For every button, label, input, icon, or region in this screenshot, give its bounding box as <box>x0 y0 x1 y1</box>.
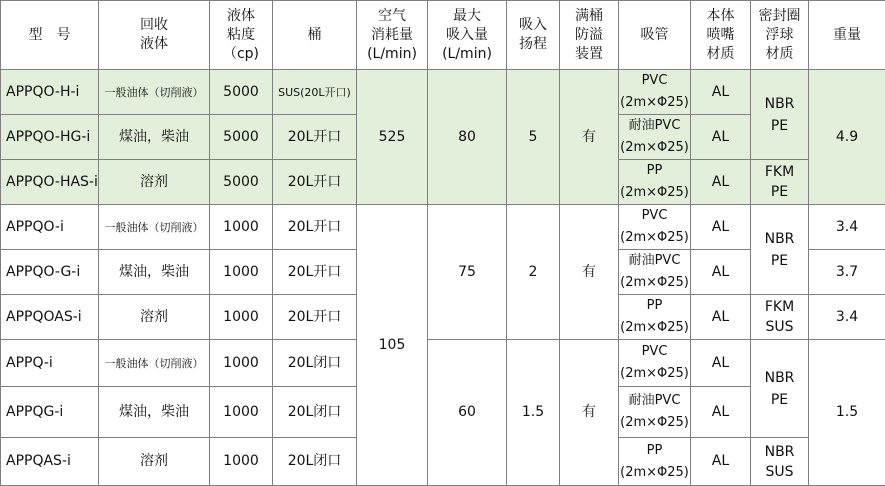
pipe-cell <box>619 115 691 160</box>
weight-cell: 1.5 <box>809 340 885 486</box>
nozzle-cell: AL <box>691 205 751 250</box>
liquid-cell: 煤油，柴油 <box>99 387 210 438</box>
pipe-material: PP <box>619 295 690 317</box>
model-cell: APPQO-G-i <box>1 250 99 295</box>
viscosity-cell: 5000 <box>210 115 273 160</box>
nozzle-cell: AL <box>691 340 751 387</box>
bucket-cell: 20L闭口 <box>273 387 357 438</box>
pipe-material: PVC <box>619 205 690 227</box>
seal-cell: FKM SUS <box>751 295 809 340</box>
pipe-cell <box>619 70 691 115</box>
model-cell: APPQO-HAS-i <box>1 160 99 205</box>
pipe-cell <box>619 160 691 205</box>
seal-cell: FKM PE <box>751 160 809 205</box>
liquid-cell: 煤油，柴油 <box>99 250 210 295</box>
header-air: 空气 消耗量 (L/min) <box>357 1 428 70</box>
nozzle-cell: AL <box>691 387 751 438</box>
bucket-cell: 20L开口 <box>273 250 357 295</box>
weight-cell: 3.4 <box>809 295 885 340</box>
header-seal: 密封圈 浮球 材质 <box>751 1 809 70</box>
viscosity-cell: 5000 <box>210 160 273 205</box>
pipe-material: 耐油PVC <box>619 390 690 412</box>
pipe-size: (2m×Φ25) <box>619 412 690 434</box>
pipe-cell <box>619 295 691 340</box>
nozzle-cell: AL <box>691 438 751 486</box>
air-cell: 105 <box>357 205 428 486</box>
header-nozzle: 本体 喷嘴 材质 <box>691 1 751 70</box>
model-cell: APPQAS-i <box>1 438 99 486</box>
pipe-cell <box>619 387 691 438</box>
weight-cell: 3.4 <box>809 205 885 250</box>
model-cell: APPQG-i <box>1 387 99 438</box>
header-overflow: 满桶 防溢 装置 <box>560 1 619 70</box>
model-cell: APPQO-i <box>1 205 99 250</box>
pipe-material: PP <box>619 440 690 462</box>
table-row <box>1 70 885 115</box>
overflow-cell: 有 <box>560 340 619 486</box>
bucket-cell: 20L开口 <box>273 160 357 205</box>
pipe-size: (2m×Φ25) <box>619 363 690 385</box>
header-weight: 重量 <box>809 1 885 70</box>
pipe-cell <box>619 340 691 387</box>
header-pipe: 吸管 <box>619 1 691 70</box>
seal-cell: NBR PE <box>751 340 809 438</box>
bucket-cell: 20L闭口 <box>273 340 357 387</box>
viscosity-cell: 1000 <box>210 295 273 340</box>
pipe-size: (2m×Φ25) <box>619 272 690 294</box>
pipe-material: 耐油PVC <box>619 115 690 137</box>
header-model: 型 号 <box>1 1 99 70</box>
liquid-cell: 煤油，柴油 <box>99 115 210 160</box>
liquid-cell: 一般油体（切削液） <box>99 70 210 115</box>
bucket-cell: 20L闭口 <box>273 438 357 486</box>
liquid-cell: 溶剂 <box>99 295 210 340</box>
pipe-cell <box>619 205 691 250</box>
viscosity-cell: 1000 <box>210 387 273 438</box>
suction-cell: 80 <box>428 70 507 205</box>
model-cell: APPQO-H-i <box>1 70 99 115</box>
liquid-cell: 溶剂 <box>99 160 210 205</box>
bucket-cell: 20L开口 <box>273 115 357 160</box>
pipe-material: 耐油PVC <box>619 250 690 272</box>
pipe-material: PVC <box>619 70 690 92</box>
header-liquid: 回收 液体 <box>99 1 210 70</box>
table-row <box>1 205 885 250</box>
liquid-cell: 一般油体（切削液） <box>99 205 210 250</box>
weight-cell: 3.7 <box>809 250 885 295</box>
pipe-size: (2m×Φ25) <box>619 92 690 114</box>
pipe-size: (2m×Φ25) <box>619 227 690 249</box>
header-bucket: 桶 <box>273 1 357 70</box>
air-cell: 525 <box>357 70 428 205</box>
model-cell: APPQOAS-i <box>1 295 99 340</box>
header-viscosity: 液体 粘度 （cp) <box>210 1 273 70</box>
pipe-size: (2m×Φ25) <box>619 462 690 484</box>
header-lift: 吸入 扬程 <box>507 1 560 70</box>
pipe-size: (2m×Φ25) <box>619 182 690 204</box>
pipe-size: (2m×Φ25) <box>619 317 690 339</box>
suction-cell: 75 <box>428 205 507 340</box>
viscosity-cell: 1000 <box>210 438 273 486</box>
suction-cell: 60 <box>428 340 507 486</box>
seal-cell: NBR PE <box>751 205 809 295</box>
bucket-cell: SUS(20L开口) <box>273 70 357 115</box>
table-row <box>1 340 885 387</box>
weight-cell: 4.9 <box>809 70 885 205</box>
pipe-cell <box>619 438 691 486</box>
bucket-cell: 20L开口 <box>273 295 357 340</box>
seal-cell: NBR PE <box>751 70 809 160</box>
lift-cell: 1.5 <box>507 340 560 486</box>
liquid-cell: 溶剂 <box>99 438 210 486</box>
nozzle-cell: AL <box>691 115 751 160</box>
liquid-cell: 一般油体（切削液） <box>99 340 210 387</box>
header-suction: 最大 吸入量 (L/min) <box>428 1 507 70</box>
nozzle-cell: AL <box>691 70 751 115</box>
viscosity-cell: 1000 <box>210 250 273 295</box>
pipe-cell <box>619 250 691 295</box>
overflow-cell: 有 <box>560 70 619 205</box>
model-cell: APPQ-i <box>1 340 99 387</box>
nozzle-cell: AL <box>691 160 751 205</box>
seal-cell: NBR SUS <box>751 438 809 486</box>
nozzle-cell: AL <box>691 250 751 295</box>
header-row <box>1 1 885 70</box>
viscosity-cell: 1000 <box>210 340 273 387</box>
pipe-material: PVC <box>619 341 690 363</box>
model-cell: APPQO-HG-i <box>1 115 99 160</box>
viscosity-cell: 1000 <box>210 205 273 250</box>
pipe-size: (2m×Φ25) <box>619 137 690 159</box>
lift-cell: 2 <box>507 205 560 340</box>
nozzle-cell: AL <box>691 295 751 340</box>
lift-cell: 5 <box>507 70 560 205</box>
overflow-cell: 有 <box>560 205 619 340</box>
bucket-cell: 20L开口 <box>273 205 357 250</box>
viscosity-cell: 5000 <box>210 70 273 115</box>
pipe-material: PP <box>619 160 690 182</box>
